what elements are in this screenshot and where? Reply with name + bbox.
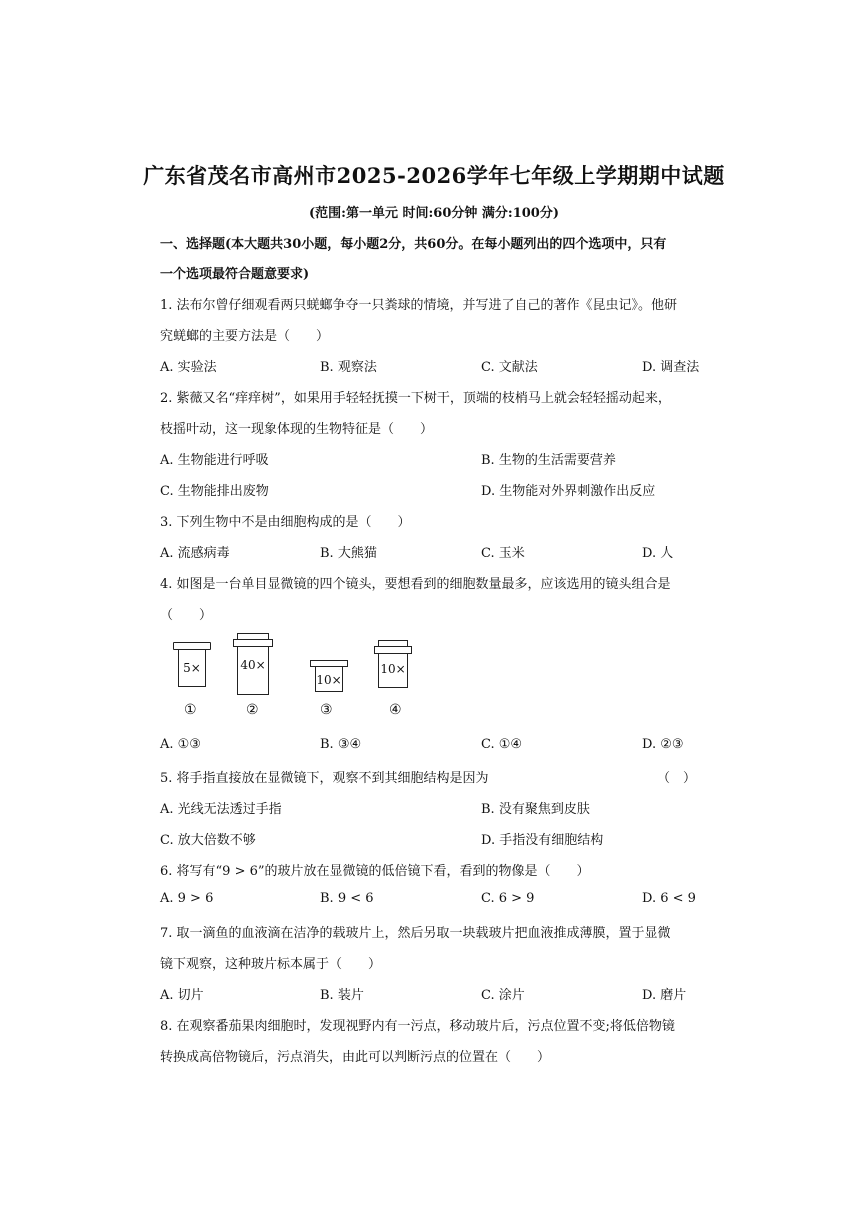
question-8-line2: 转换成高倍物镜后，污点消失，由此可以判断污点的位置在（ ）: [160, 1050, 551, 1065]
lens-4-objective: [374, 640, 412, 690]
microscope-lens-figure: [160, 630, 460, 730]
question-1-option-d: D. 调查法: [642, 360, 700, 375]
question-7-line2: 镜下观察，这种玻片标本属于（ ）: [160, 957, 382, 972]
question-7-option-d: D. 磨片: [642, 988, 687, 1003]
question-5-option-c: C. 放大倍数不够: [160, 833, 256, 848]
lens-3-eyepiece: [310, 660, 348, 692]
question-3-option-a: A. 流感病毒: [160, 546, 230, 561]
question-1-line1: 1. 法布尔曾仔细观看两只蜣螂争夺一只粪球的情境，并写进了自己的著作《昆虫记》。他研: [160, 298, 678, 313]
lens-1-eyepiece: [173, 642, 211, 690]
page-title: 广东省茂名市高州市2025-2026学年七年级上学期期中试题: [143, 163, 725, 188]
question-1-option-a: A. 实验法: [160, 360, 217, 375]
question-8-line1: 8. 在观察番茄果肉细胞时，发现视野内有一污点，移动玻片后，污点位置不变;将低倍物镜: [160, 1019, 675, 1034]
question-3-option-d: D. 人: [642, 546, 674, 561]
question-1-line2: 究蜣螂的主要方法是（ ）: [160, 329, 330, 344]
lens-4-label: 10×: [378, 653, 408, 688]
question-4-option-d: D. ②③: [642, 737, 684, 752]
question-3-option-c: C. 玉米: [481, 546, 525, 561]
question-2-option-d: D. 生物能对外界刺激作出反应: [481, 484, 656, 499]
question-6-option-a: A. 9 > 6: [160, 891, 214, 906]
question-4-line1: 4. 如图是一台单目显微镜的四个镜头，要想看到的细胞数量最多，应该选用的镜头组合是: [160, 577, 671, 592]
question-6-option-d: D. 6 < 9: [642, 891, 696, 906]
question-7-line1: 7. 取一滴鱼的血液滴在洁净的载玻片上，然后另取一块载玻片把血液推成薄膜，置于显微: [160, 926, 671, 941]
question-5-line1: 5. 将手指直接放在显微镜下，观察不到其细胞结构是因为: [160, 771, 489, 786]
question-4-line2: （ ）: [160, 608, 213, 623]
question-2-line1: 2. 紫薇又名“痒痒树”，如果用手轻轻抚摸一下树干，顶端的枝梢马上就会轻轻摇动起来，: [160, 391, 671, 406]
lens-1-label: 5×: [178, 649, 206, 687]
section-heading-line1: 一、选择题(本大题共30小题，每小题2分，共60分。在每小题列出的四个选项中，只有: [160, 237, 667, 252]
lens-4-number: ④: [389, 702, 402, 718]
question-2-option-b: B. 生物的生活需要营养: [481, 453, 616, 468]
question-3-line1: 3. 下列生物中不是由细胞构成的是（ ）: [160, 515, 411, 530]
question-5-option-b: B. 没有聚焦到皮肤: [481, 802, 590, 817]
question-4-option-b: B. ③④: [320, 737, 362, 752]
question-1-option-c: C. 文献法: [481, 360, 538, 375]
lens-2-objective: [233, 633, 273, 695]
question-4-option-c: C. ①④: [481, 737, 523, 752]
question-2-line2: 枝摇叶动，这一现象体现的生物特征是（ ）: [160, 422, 434, 437]
question-5-bracket: （ ）: [657, 771, 697, 786]
question-6-option-b: B. 9 < 6: [320, 891, 374, 906]
question-5-option-d: D. 手指没有细胞结构: [481, 833, 604, 848]
exam-subtitle: (范围:第一单元 时间:60分钟 满分:100分): [309, 206, 559, 221]
question-2-option-c: C. 生物能排出废物: [160, 484, 269, 499]
lens-3-label: 10×: [315, 666, 343, 692]
lens-3-number: ③: [320, 702, 333, 718]
question-7-option-a: A. 切片: [160, 988, 204, 1003]
section-heading-line2: 一个选项最符合题意要求): [160, 267, 310, 282]
question-7-option-b: B. 装片: [320, 988, 364, 1003]
question-3-option-b: B. 大熊猫: [320, 546, 377, 561]
question-6-option-c: C. 6 > 9: [481, 891, 535, 906]
question-6-line1: 6. 将写有“9 > 6”的玻片放在显微镜的低倍镜下看，看到的物像是（ ）: [160, 864, 590, 879]
question-4-option-a: A. ①③: [160, 737, 201, 752]
lens-1-number: ①: [184, 702, 197, 718]
question-2-option-a: A. 生物能进行呼吸: [160, 453, 269, 468]
lens-2-number: ②: [246, 702, 259, 718]
question-1-option-b: B. 观察法: [320, 360, 377, 375]
lens-2-label: 40×: [237, 646, 269, 695]
question-5-option-a: A. 光线无法透过手指: [160, 802, 282, 817]
question-7-option-c: C. 涂片: [481, 988, 525, 1003]
